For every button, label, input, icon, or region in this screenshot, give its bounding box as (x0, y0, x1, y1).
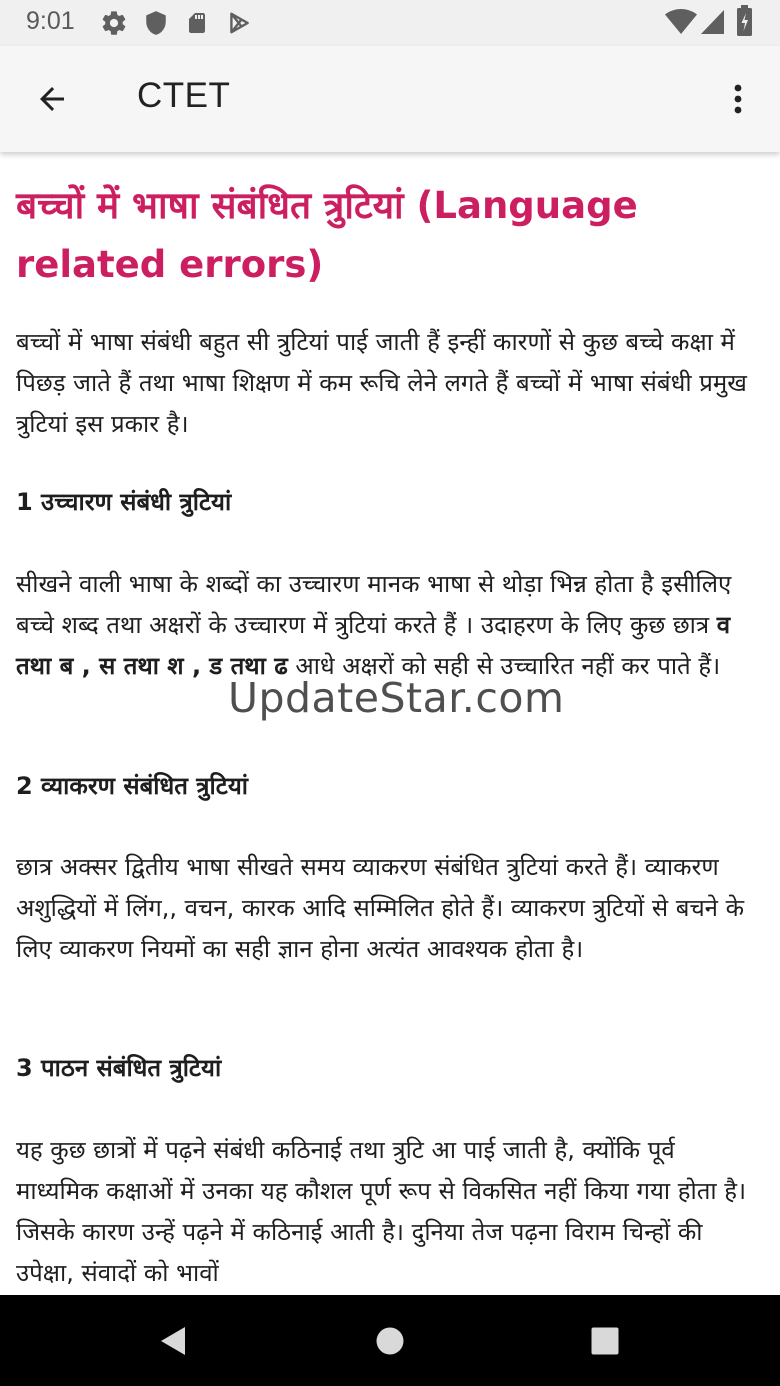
back-triangle-icon (157, 1325, 187, 1357)
app-bar (0, 46, 780, 152)
status-time: 9:01 (26, 7, 75, 35)
section-paragraph-grammar: छात्र अक्सर द्वितीय भाषा सीखते समय व्याकरण संबंधित त्रुटियां करते हैं। व्याकरण अशुद्धियों में लिंग,, वचन, कारक आदि सम्मिलित होते हैं। व्याकरण त्रुटियों से बचने के लिए व्याकरण नियमों का सही ज्ञान होना अत्यंत आवश्यक होता है। (16, 853, 745, 963)
article-content[interactable] (0, 152, 780, 1295)
play-store-icon (226, 9, 252, 41)
sd-card-icon (185, 9, 209, 41)
recents-square-icon (590, 1326, 620, 1356)
status-bar (0, 0, 780, 46)
section-paragraph-reading: यह कुछ छात्रों में पढ़ने संबंधी कठिनाई तथा त्रुटि आ पाई जाती है, क्योंकि पूर्व माध्यमिक कक्षाओं में उनका यह कौशल पूर्ण रूप से विकसित नहीं किया गया होता है। जिसके कारण उन्हें पढ़ने में कठिनाई आती है। दुनिया तेज पढ़ना विराम चिन्हों की उपेक्षा, संवादों को भावों (16, 1136, 747, 1287)
nav-recents-button[interactable] (575, 1313, 635, 1369)
cell-signal-icon (700, 8, 726, 40)
paragraph-text: आधे अक्षरों को सही से उच्चारित नहीं कर पाते हैं। (287, 652, 721, 680)
page-title: CTET (137, 76, 231, 115)
paragraph-text: सीखने वाली भाषा के शब्दों का उच्चारण मानक भाषा से थोड़ा भिन्न होता है इसीलिए बच्चे शब्द तथा अक्षरों के उच्चारण में त्रुटियां करते हैं । उदाहरण के लिए कुछ छात्र (16, 570, 732, 639)
more-options-button[interactable] (712, 71, 764, 127)
battery-icon (736, 5, 753, 41)
shield-icon (143, 9, 169, 41)
watermark: UpdateStar.com (228, 674, 565, 722)
bold-letter-examples: व तथा ब , स तथा श , ड तथा ढ (16, 611, 731, 680)
wifi-icon (664, 8, 698, 40)
article-title: बच्चों में भाषा संबंधित त्रुटियां (Language related errors) (16, 184, 638, 286)
more-vert-icon (732, 81, 744, 117)
arrow-back-icon (34, 81, 70, 117)
back-button[interactable] (24, 71, 80, 127)
intro-paragraph: बच्चों में भाषा संबंधी बहुत सी त्रुटियां पाई जाती हैं इन्हीं कारणों से कुछ बच्चे कक्षा में पिछड़ जाते हैं तथा भाषा शिक्षण में कम रूचि लेने लगते हैं बच्चों में भाषा संबंधी प्रमुख त्रुटियां इस प्रकार है। (16, 328, 747, 438)
section-paragraph-pronunciation (16, 564, 764, 687)
navigation-bar (0, 1295, 780, 1386)
nav-back-button[interactable] (142, 1313, 202, 1369)
section-heading-grammar: 2 व्याकरण संबंधित त्रुटियां (16, 772, 248, 800)
nav-home-button[interactable] (360, 1313, 420, 1369)
settings-icon (100, 9, 128, 41)
home-circle-icon (375, 1326, 405, 1356)
section-heading-pronunciation: 1 उच्चारण संबंधी त्रुटियां (16, 488, 232, 516)
section-heading-reading: 3 पाठन संबंधित त्रुटियां (16, 1054, 222, 1082)
